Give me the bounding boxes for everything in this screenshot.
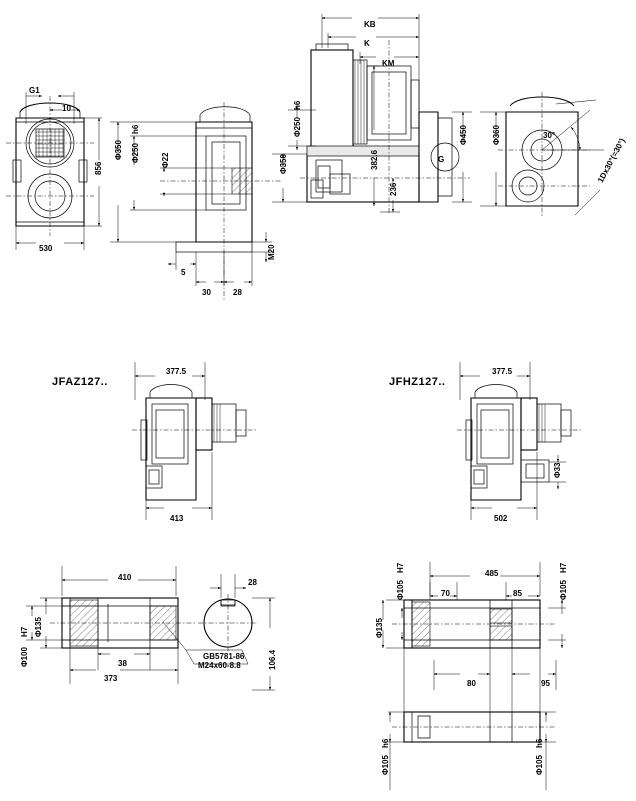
dimension-label: 106.4 (268, 649, 277, 670)
dimension-label: 377.5 (166, 367, 187, 376)
dimension-label: 85 (513, 589, 522, 598)
dimension-label: 373 (104, 674, 118, 683)
dimension-label: Φ135 (34, 617, 43, 637)
dimension-label: K (364, 39, 370, 48)
view-end-right (480, 92, 604, 216)
model-name-label: JFHZ127.. (389, 376, 446, 388)
dimension-label: 377.5 (492, 367, 513, 376)
dimension-label: Φ105 (559, 580, 568, 600)
dimension-label: M20 (267, 244, 276, 260)
dimension-label: Φ105 (396, 580, 405, 600)
dimension-label: GB5781-86 (203, 652, 245, 661)
dimension-label: 38 (118, 659, 127, 668)
dimension-label: KB (364, 20, 376, 29)
dimension-label: 410 (118, 573, 132, 582)
dimension-label: h6 (293, 100, 302, 110)
dimension-label: 80 (467, 679, 476, 688)
dimension-label: h6 (535, 738, 544, 748)
view-jfhz127 (457, 362, 581, 520)
dimension-label: H7 (396, 562, 405, 573)
dimension-label: 28 (233, 288, 242, 297)
dimension-label: Φ350 (279, 154, 288, 174)
model-name-label: JFAZ127.. (52, 376, 108, 388)
view-jfaz127 (132, 362, 256, 520)
dimension-label: 1Dx30°(=30°) (596, 136, 627, 185)
dimension-label: 10 (62, 104, 71, 113)
dimension-label: h6 (131, 124, 140, 134)
dimension-label: 502 (494, 514, 508, 523)
dimension-label: 5 (181, 268, 186, 277)
dimension-label: 30° (543, 131, 556, 140)
dimension-label: h6 (381, 738, 390, 748)
view-front-left (6, 92, 102, 250)
dimension-label: 382.6 (370, 149, 379, 170)
dimension-label: 30 (202, 288, 211, 297)
dimension-label: Φ450 (459, 125, 468, 145)
dimension-label: 70 (441, 589, 450, 598)
dimension-label: Φ22 (161, 152, 170, 168)
view-shaft-left (26, 566, 275, 690)
dimension-label: H7 (559, 562, 568, 573)
dimension-label: Φ33 (553, 462, 562, 478)
dimension-label: 413 (170, 514, 184, 523)
dimension-label: 485 (485, 569, 499, 578)
dimension-label: M24x60-8.8 (198, 661, 241, 670)
dimension-label: G1 (29, 86, 40, 95)
dimension-label: Φ105 (381, 755, 390, 775)
dimension-label: 856 (94, 161, 103, 175)
dimension-label: Φ135 (375, 618, 384, 638)
dimension-label: 530 (39, 244, 53, 253)
dimension-label: 28 (248, 578, 257, 587)
dimension-label: G (438, 155, 445, 164)
view-assembly-top-right (272, 14, 472, 215)
dimension-label: 95 (541, 679, 550, 688)
dimension-label: Φ250 (131, 143, 140, 163)
dimension-label: Φ100 (20, 647, 29, 667)
dimension-label: KM (382, 59, 395, 68)
dimension-label: Φ250 (293, 117, 302, 137)
dimension-label: H7 (20, 626, 29, 637)
dimension-label: Φ350 (114, 140, 123, 160)
dimension-label: Φ360 (492, 125, 501, 145)
dimension-label: 236 (389, 182, 398, 196)
dimension-label: Φ105 (535, 755, 544, 775)
